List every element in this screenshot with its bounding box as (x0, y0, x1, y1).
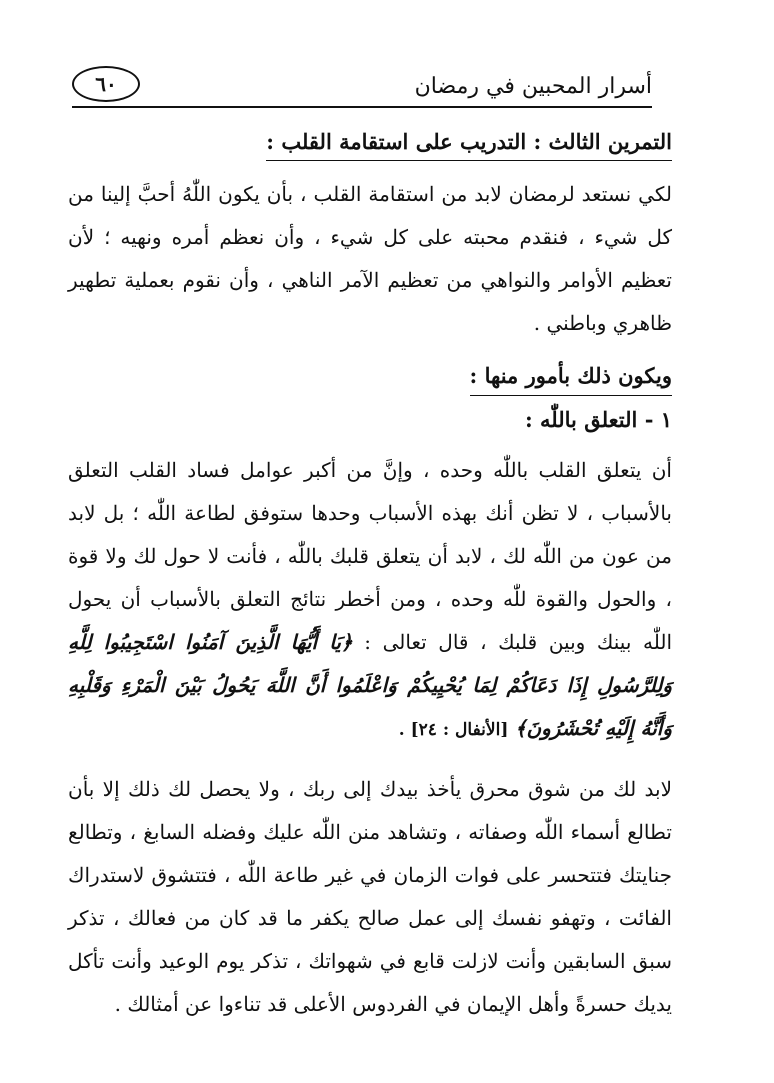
page-body (68, 125, 672, 1026)
subheading-block (68, 361, 672, 395)
quran-reference: [الأنفال : ٢٤] . (398, 719, 509, 740)
subheading: ويكون ذلك بأمور منها : (470, 361, 672, 395)
item1-title: ١ - التعلق باللّٰه : (524, 406, 672, 432)
intro-paragraph: لكي نستعد لرمضان لابد من استقامة القلب ، بأن يكون اللّٰهُ أحبَّ إلينا من كل شيء ، فنقدم محبته على كل شيء ، وأن نعظم أمره ونهيه ؛ لأن تعظيم الأوامر والنواهي من تعظيم الآمر الناهي ، وأن نقوم بعملية تطهير ظاهري وباطني . (68, 182, 672, 336)
page-number: ٦٠ (72, 66, 140, 102)
section-heading-block (68, 127, 672, 161)
header-rule (72, 106, 652, 108)
item1-paragraph (68, 449, 672, 752)
item1-text: أن يتعلق القلب باللّٰه وحده ، وإنَّ من أكبر عوامل فساد القلب التعلق بالأسباب ، لا تظن أنك بهذه الأسباب وحدها ستوفق لطاعة اللّٰه ؛ بل لابد من عون من اللّٰه لك ، لابد أن يتعلق قلبك باللّٰه ، فأنت لا حول لك ولا قوة ، والحول والقوة للّٰه وحده ، ومن أخطر نتائج التعلق بالأسباب أن يحول اللّٰه بينك وبين قلبك ، قال تعالى : (68, 457, 672, 654)
running-title: أسرار المحبين في رمضان (414, 74, 652, 99)
page-header (72, 66, 652, 108)
quran-verse: ﴿يَا أَيُّهَا الَّذِينَ آمَنُوا اسْتَجِيبُوا لِلَّهِ وَلِلرَّسُولِ إِذَا دَعَاكُمْ لِمَا يُحْيِيكُمْ وَاعْلَمُوا أَنَّ اللَّهَ يَحُولُ بَيْنَ الْمَرْءِ وَقَلْبِهِ وَأَنَّهُ إِلَيْهِ تُحْشَرُونَ﴾ (68, 629, 672, 740)
closing-paragraph: لابد لك من شوق محرق يأخذ بيدك إلى ربك ، ولا يحصل لك ذلك إلا بأن تطالع أسماء اللّٰه وصفاته ، وتشاهد منن اللّٰه عليك وفضله السابغ ، وتطالع جنايتك فتتحسر على فوات الزمان في غير طاعة اللّٰه ، فتتشوق لاستدراك الفائت ، وتهفو نفسك إلى عمل صالح يكفر ما قد كان من فعالك ، تذكر سبق السابقين وأنت لازلت قابع في شهواتك ، تذكر يوم الوعيد وأنت تأكل يديك حسرةً وأهل الإيمان في الفردوس الأعلى قد تناءوا عن أمثالك . (68, 776, 672, 1016)
section-heading: التمرين الثالث : التدريب على استقامة القلب : (266, 127, 672, 161)
